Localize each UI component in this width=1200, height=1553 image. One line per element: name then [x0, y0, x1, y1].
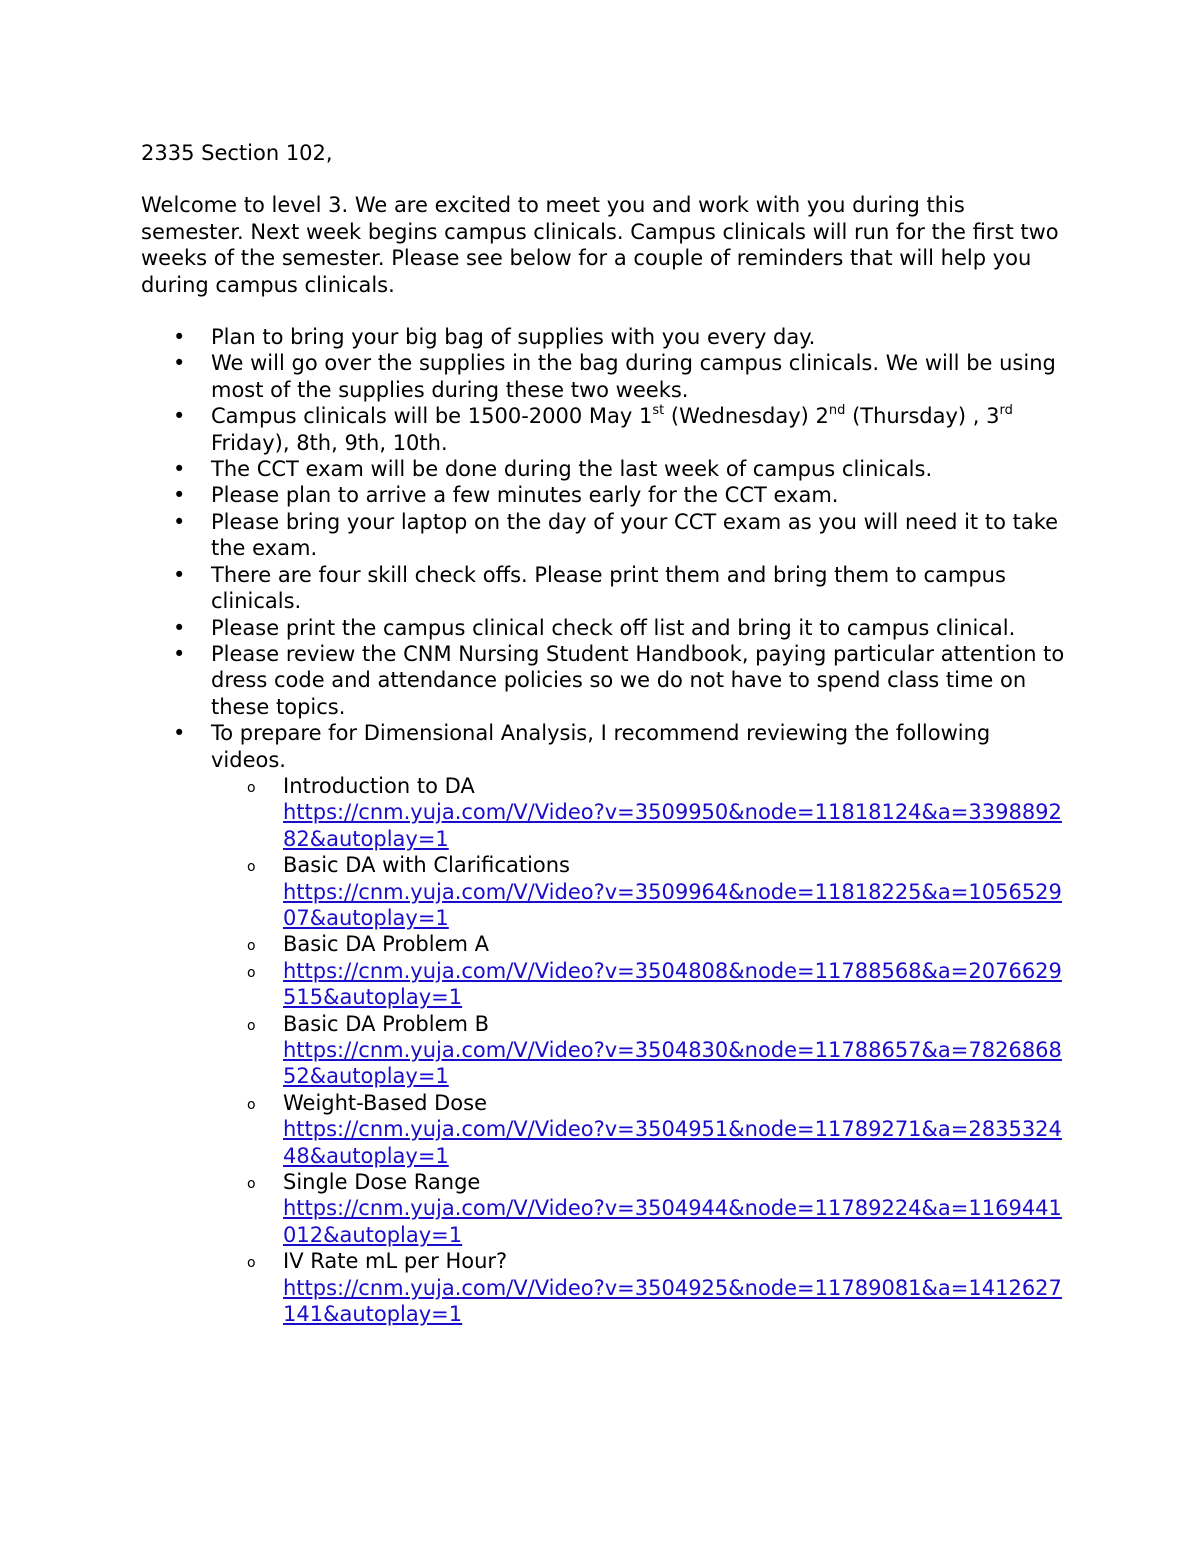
circle-bullet-icon: o — [247, 1176, 256, 1193]
ordinal-suffix: rd — [999, 403, 1013, 419]
video-link[interactable]: https://cnm.yuja.com/V/Video?v=3504951&node=11789271&a=283532448&autoplay=1 — [283, 1117, 1062, 1168]
video-title: Weight-Based Dose — [283, 1090, 488, 1115]
video-link[interactable]: https://cnm.yuja.com/V/Video?v=3504925&node=11789081&a=1412627141&autoplay=1 — [283, 1275, 1062, 1327]
video-item — [211, 931, 1071, 957]
reminder-text-part: Friday), 8th, 9th, 10th. — [211, 430, 448, 455]
video-title: Basic DA Problem B — [283, 1011, 490, 1036]
video-title: Introduction to DA — [283, 773, 475, 798]
bullet-icon: • — [173, 325, 186, 350]
reminder-text: Please print the campus clinical check off list and bring it to campus clinical. — [211, 615, 1016, 640]
reminder-list — [141, 324, 1071, 1327]
bullet-icon: • — [173, 404, 186, 429]
reminder-text: Please review the CNM Nursing Student Handbook, paying particular attention to dress code and attendance policies so we do not have to spend class time on these topics. — [211, 641, 1065, 719]
bullet-icon: • — [173, 483, 186, 508]
circle-bullet-icon: o — [247, 1096, 256, 1113]
video-title: Basic DA with Clarifications — [283, 853, 570, 878]
bullet-icon: • — [173, 615, 186, 640]
document-page — [141, 140, 1071, 1327]
reminder-text-part: Campus clinicals will be 1500-2000 May 1 — [211, 404, 653, 429]
circle-bullet-icon: o — [247, 1255, 256, 1272]
video-title: Single Dose Range — [283, 1170, 481, 1195]
document-heading: 2335 Section 102, — [141, 141, 333, 165]
bullet-icon: • — [173, 721, 186, 746]
video-link[interactable]: https://cnm.yuja.com/V/Video?v=3509964&node=11818225&a=105652907&autoplay=1 — [283, 879, 1062, 930]
video-title: Basic DA Problem A — [283, 932, 490, 957]
reminder-item — [141, 615, 1071, 641]
circle-bullet-icon: o — [247, 859, 256, 876]
reminder-item — [141, 720, 1071, 1327]
video-item — [211, 1090, 1071, 1169]
video-list — [211, 773, 1071, 1328]
reminder-text-part: (Wednesday) 2 — [664, 404, 829, 429]
circle-bullet-icon: o — [247, 964, 256, 981]
bullet-icon: • — [173, 351, 186, 376]
video-title: IV Rate mL per Hour? — [283, 1249, 508, 1274]
reminder-text: Plan to bring your big bag of supplies with you every day. — [211, 325, 816, 350]
reminder-text: To prepare for Dimensional Analysis, I recommend reviewing the following videos. — [211, 721, 991, 772]
reminder-item — [141, 562, 1071, 615]
reminder-item — [141, 641, 1071, 720]
video-link[interactable]: https://cnm.yuja.com/V/Video?v=3504944&node=11789224&a=1169441012&autoplay=1 — [283, 1196, 1062, 1247]
bullet-icon: • — [173, 562, 186, 587]
reminder-item — [141, 456, 1071, 482]
bullet-icon: • — [173, 457, 186, 482]
reminder-text-part: (Thursday) , 3 — [845, 404, 1000, 429]
video-item — [211, 1011, 1071, 1090]
circle-bullet-icon: o — [247, 1017, 256, 1034]
bullet-icon: • — [173, 641, 186, 666]
reminder-item — [141, 350, 1071, 403]
reminder-item — [141, 509, 1071, 562]
video-link[interactable]: https://cnm.yuja.com/V/Video?v=3504830&node=11788657&a=782686852&autoplay=1 — [283, 1038, 1062, 1089]
reminder-text: Please bring your laptop on the day of your CCT exam as you will need it to take the exam. — [211, 509, 1059, 561]
reminder-item — [141, 324, 1071, 350]
circle-bullet-icon: o — [247, 779, 256, 796]
video-link[interactable]: https://cnm.yuja.com/V/Video?v=3509950&node=11818124&a=339889282&autoplay=1 — [283, 800, 1062, 851]
video-item — [211, 1169, 1071, 1248]
bullet-icon: • — [173, 509, 186, 534]
reminder-text: There are four skill check offs. Please print them and bring them to campus clinicals. — [211, 562, 1006, 614]
reminder-item — [141, 403, 1071, 456]
reminder-text: The CCT exam will be done during the last week of campus clinicals. — [211, 457, 933, 482]
video-item — [211, 958, 1071, 1011]
ordinal-suffix: st — [652, 403, 665, 419]
reminder-text: We will go over the supplies in the bag during campus clinicals. We will be using most of the supplies during these two weeks. — [211, 351, 1056, 402]
ordinal-suffix: nd — [828, 403, 846, 419]
reminder-item — [141, 482, 1071, 508]
reminder-text: Please plan to arrive a few minutes early for the CCT exam. — [211, 483, 839, 508]
intro-paragraph: Welcome to level 3. We are excited to meet you and work with you during this semester. Next week begins campus clinicals. Campus clinicals will run for the first two weeks of the semester. Please see below for a couple of reminders that will help you during campus clinicals. — [141, 193, 1059, 297]
video-item — [211, 852, 1071, 931]
circle-bullet-icon: o — [247, 938, 256, 955]
video-item — [211, 773, 1071, 852]
video-link[interactable]: https://cnm.yuja.com/V/Video?v=3504808&node=11788568&a=2076629515&autoplay=1 — [283, 958, 1062, 1010]
video-item — [211, 1248, 1071, 1327]
